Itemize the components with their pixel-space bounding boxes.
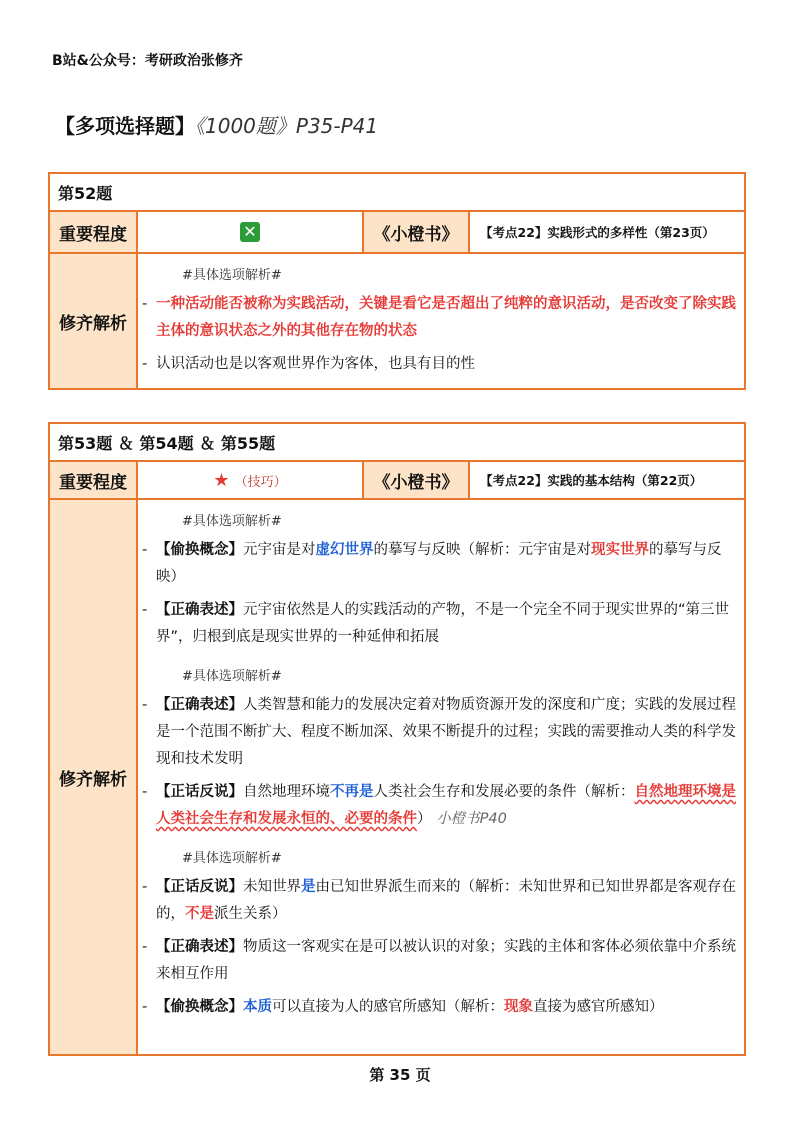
analysis-content bbox=[137, 253, 745, 389]
list-item: - 一种活动能否被称为实践活动，关键是看它是否超出了纯粹的意识活动，是否改变了除实践主体的意识状态之外的其他存在物的状态 bbox=[142, 296, 736, 339]
list-item: - 【正确表述】元宇宙依然是人的实践活动的产物，不是一个完全不同于现实世界的“第三世界”，归根到底是现实世界的一种延伸和拓展 bbox=[142, 602, 730, 645]
question-52-table bbox=[48, 172, 746, 390]
hash-heading: #具体选项解析# bbox=[182, 514, 282, 529]
book-label: 《小橙书》 bbox=[363, 211, 469, 253]
book-label: 《小橙书》 bbox=[363, 461, 469, 499]
keypoint: 【考点22】实践形式的多样性（第23页） bbox=[469, 211, 745, 253]
list-item: - 认识活动也是以客观世界作为客体，也具有目的性 bbox=[142, 356, 475, 372]
importance-label: 重要程度 bbox=[49, 211, 137, 253]
section-source: 《1000题》P35-P41 bbox=[195, 114, 379, 138]
cross-icon: ✕ bbox=[240, 222, 260, 242]
question-53-55-table bbox=[48, 422, 746, 1056]
analysis-label: 修齐解析 bbox=[49, 253, 137, 389]
list-item: - 【偷换概念】本质可以直接为人的感官所感知（解析：现象直接为感官所感知） bbox=[142, 999, 664, 1015]
page-number: 第 35 页 bbox=[369, 1066, 431, 1084]
star-icon: ★ bbox=[213, 469, 230, 491]
importance-label: 重要程度 bbox=[49, 461, 137, 499]
analysis-label: 修齐解析 bbox=[49, 499, 137, 1055]
list-item: - 【偷换概念】元宇宙是对虚幻世界的摹写与反映（解析：元宇宙是对现实世界的摹写与反映） bbox=[142, 542, 722, 585]
hash-heading: #具体选项解析# bbox=[182, 851, 282, 866]
list-item: - 【正话反说】未知世界是由已知世界派生而来的（解析：未知世界和已知世界都是客观存在的，不是派生关系） bbox=[142, 879, 736, 922]
hash-heading: #具体选项解析# bbox=[182, 669, 282, 684]
question-title: 第52题 bbox=[49, 173, 745, 211]
question-title: 第53题 ＆ 第54题 ＆ 第55题 bbox=[49, 423, 745, 461]
analysis-content bbox=[137, 499, 745, 1055]
section-type: 【多项选择题】 bbox=[55, 114, 195, 138]
section-title bbox=[55, 110, 378, 139]
list-item: - 【正话反说】自然地理环境不再是人类社会生存和发展必要的条件（解析：自然地理环境是人类社会生存和发展永恒的、必要的条件） 小橙书P40 bbox=[142, 784, 736, 827]
keypoint: 【考点22】实践的基本结构（第22页） bbox=[469, 461, 745, 499]
list-item: - 【正确表述】物质这一客观实在是可以被认识的对象；实践的主体和客体必须依靠中介系统来相互作用 bbox=[142, 939, 736, 982]
skill-note: （技巧） bbox=[234, 474, 287, 490]
list-item: - 【正确表述】人类智慧和能力的发展决定着对物质资源开发的深度和广度；实践的发展过程是一个范围不断扩大、程度不断加深、效果不断提升的过程；实践的需要推动人类的科学发现和技术发明 bbox=[142, 697, 736, 767]
header-source: B站&公众号：考研政治张修齐 bbox=[52, 53, 243, 69]
hash-heading: #具体选项解析# bbox=[182, 268, 282, 283]
